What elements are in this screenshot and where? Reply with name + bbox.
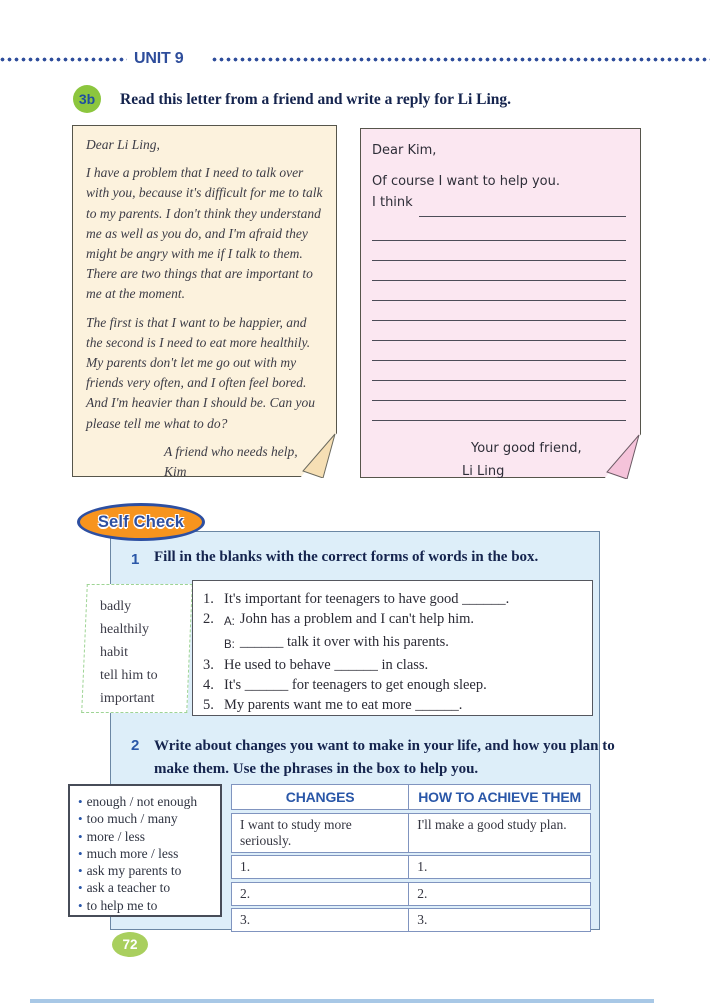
table-row	[231, 882, 591, 906]
sentence-number: 3.	[203, 657, 214, 673]
word-box-item: healthily	[100, 622, 150, 637]
exercise2-instruction: Write about changes you want to make in your life, and how you plan to make them. Use the phrases in the box to help you.	[154, 738, 615, 777]
phrase-item	[78, 862, 217, 879]
table-header-how: HOW TO ACHIEVE THEM	[418, 789, 581, 805]
table-row	[231, 855, 591, 879]
bullet-icon: •	[78, 845, 83, 861]
phrase-label: to help me to	[86, 897, 158, 913]
sentence-text: It's important for teenagers to have good ______.	[224, 591, 510, 607]
ruled-line	[372, 401, 626, 421]
reply-signature: Li Ling	[462, 464, 505, 479]
table-cell: 3.	[232, 909, 409, 931]
table-cell: I want to study more seriously.	[232, 814, 409, 852]
page-number-badge: 72	[112, 932, 148, 957]
table-header-row	[231, 784, 591, 810]
ruled-line	[372, 301, 626, 321]
letter-closing: A friend who needs help,	[164, 443, 298, 459]
table-cell: 3.	[417, 912, 428, 927]
table-cell: 2.	[232, 883, 409, 905]
word-box-item: tell him to	[100, 668, 158, 683]
word-box-item: habit	[100, 645, 129, 660]
sentence-line	[203, 632, 582, 655]
table-cell: I'll make a good study plan.	[417, 816, 567, 832]
exercise1-number: 1	[131, 551, 140, 568]
sentence-text: ______ talk it over with his parents.	[239, 634, 449, 650]
phrase-item	[78, 793, 217, 810]
letter-paragraph: The first is that I want to be happier, and the second is I need to eat more healthily. My parents don't let me go out with my friends very often, and I often feel bored. And I'm heavier than I should be. Can you please tell me what to do?	[86, 314, 315, 431]
letter-salutation: Dear Li Ling,	[86, 137, 160, 152]
letter-signature: Kim	[164, 464, 187, 480]
table-header-changes: CHANGES	[232, 785, 409, 809]
changes-table	[231, 784, 591, 935]
page-fold-icon	[604, 433, 642, 479]
letter-from-kim	[72, 125, 337, 480]
bottom-rule	[30, 999, 654, 1003]
reply-closing: Your good friend,	[471, 441, 582, 456]
sentence-line	[203, 695, 582, 715]
reply-line: Of course I want to help you.	[372, 174, 560, 189]
sentence-text: John has a problem and I can't help him.	[239, 611, 475, 627]
table-cell: 1.	[417, 859, 428, 874]
phrase-item	[78, 897, 217, 914]
phrase-label: more / less	[86, 828, 146, 844]
sentence-text: It's ______ for teenagers to get enough sleep.	[224, 677, 487, 693]
reply-salutation: Dear Kim,	[372, 143, 437, 158]
exercise1-sentences	[192, 580, 593, 716]
write-in-blank	[419, 195, 626, 217]
table-cell: 1.	[232, 856, 409, 878]
ruled-line	[372, 341, 626, 361]
exercise1-instruction: Fill in the blanks with the correct forms of words in the box.	[154, 549, 539, 565]
bullet-icon: •	[78, 863, 83, 879]
sentence-text: He used to behave ______ in class.	[224, 657, 429, 673]
unit-label: UNIT 9	[134, 50, 184, 67]
dotted-rule-right	[212, 57, 710, 62]
sentence-text: My parents want me to eat more ______.	[224, 697, 463, 713]
speaker-label: B:	[224, 639, 235, 651]
ruled-line	[372, 381, 626, 401]
bullet-icon: •	[78, 811, 83, 827]
bullet-icon: •	[78, 794, 83, 809]
sentence-number: 4.	[203, 677, 214, 693]
phrase-label: ask my parents to	[86, 863, 182, 879]
dotted-rule-left	[0, 57, 127, 62]
phrase-item	[78, 828, 217, 845]
table-row	[231, 908, 591, 932]
phrase-label: much more / less	[86, 845, 179, 861]
phrase-item	[78, 810, 217, 827]
ruled-line	[372, 241, 626, 261]
word-box-item: badly	[100, 599, 132, 614]
bullet-icon: •	[78, 897, 83, 913]
reply-ruled-lines	[372, 221, 626, 421]
sentence-line	[203, 609, 582, 632]
ruled-line	[372, 221, 626, 241]
ruled-line	[372, 261, 626, 281]
phrase-box	[68, 784, 222, 917]
sentence-number	[203, 632, 224, 655]
reply-letter	[360, 128, 641, 478]
phrase-label: enough / not enough	[86, 794, 198, 809]
sentence-line	[203, 675, 582, 695]
self-check-badge: Self Check	[77, 503, 205, 541]
table-cell: 2.	[417, 885, 428, 901]
table-row	[231, 813, 591, 853]
page-fold-icon	[300, 432, 338, 478]
sentence-number: 1.	[203, 591, 214, 607]
activity-badge: 3b	[73, 85, 101, 113]
sentence-number: 2.	[203, 611, 214, 627]
ruled-line	[372, 281, 626, 301]
ruled-line	[372, 361, 626, 381]
sentence-number: 5.	[203, 697, 214, 713]
sentence-line	[203, 589, 582, 609]
sentence-line	[203, 655, 582, 675]
letter-paragraph: I have a problem that I need to talk over with you, because it's difficult for me to talk to my parents. I don't think they understand me as well as you do, and I'm afraid they might be angry with me if I talk to them. There are two things that are important to me at the moment.	[86, 165, 323, 302]
phrase-label: too much / many	[86, 811, 178, 827]
ruled-line	[372, 321, 626, 341]
word-box	[81, 584, 193, 713]
word-box-item: important	[100, 691, 155, 706]
bullet-icon: •	[78, 880, 83, 896]
reply-think-prefix: I think	[372, 195, 413, 210]
bullet-icon: •	[78, 828, 83, 844]
speaker-label: A:	[224, 616, 235, 628]
phrase-item	[78, 879, 217, 896]
activity-instruction: Read this letter from a friend and write a reply for Li Ling.	[120, 91, 512, 108]
phrase-item	[78, 845, 217, 862]
phrase-label: ask a teacher to	[86, 880, 171, 896]
exercise2-number: 2	[131, 737, 140, 754]
